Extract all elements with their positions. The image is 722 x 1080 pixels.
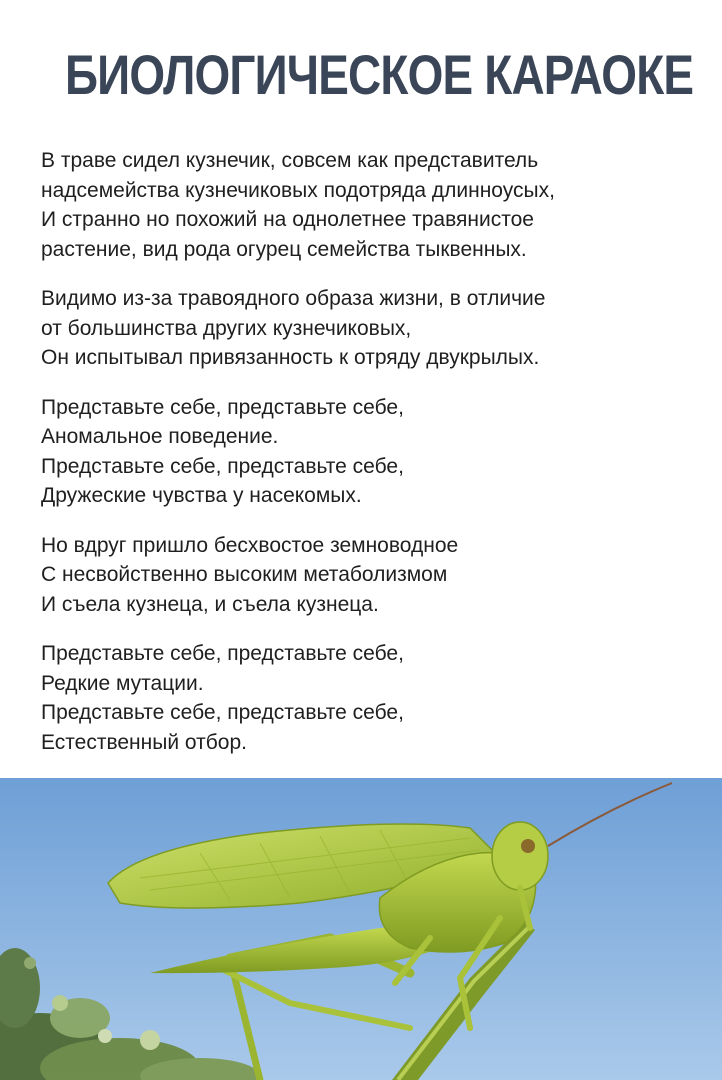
lyric-line: Редкие мутации. xyxy=(41,671,204,695)
lyric-line: Дружеские чувства у насекомых. xyxy=(41,484,362,507)
page-title: БИОЛОГИЧЕСКОЕ КАРАОКЕ xyxy=(64,43,694,106)
stanza xyxy=(41,146,701,264)
lyric-line: Представьте себе, представьте себе, xyxy=(41,642,404,665)
insect-eye xyxy=(521,839,535,853)
stanza xyxy=(41,393,701,511)
lyric-line: С несвойственно высоким метаболизмом xyxy=(41,563,448,586)
stanza xyxy=(41,639,701,757)
lyric-line: И странно но похожий на однолетнее травянистое xyxy=(41,208,534,231)
lyric-line: Он испытывал привязанность к отряду двукрылых. xyxy=(41,346,540,369)
lyric-line: Представьте себе, представьте себе, xyxy=(41,701,404,724)
lyric-line: Но вдруг пришло бесхвостое земноводное xyxy=(41,533,459,557)
lyric-line: И съела кузнеца, и съела кузнеца. xyxy=(41,592,379,616)
lyric-line: Видимо из-за травоядного образа жизни, в отличие xyxy=(41,287,546,310)
stanza xyxy=(41,531,701,620)
lyric-line: Представьте себе, представьте себе, xyxy=(41,454,404,478)
lyrics-text xyxy=(41,146,701,777)
lyric-line: надсемейства кузнечиковых подотряда длинноусых, xyxy=(41,178,555,202)
insect-head xyxy=(492,822,548,890)
lyric-line: Аномальное поведение. xyxy=(41,425,279,448)
grasshopper-photo xyxy=(0,778,722,1080)
stanza xyxy=(41,284,701,373)
lyric-line: В траве сидел кузнечик, совсем как представитель xyxy=(41,149,539,172)
lyric-line: растение, вид рода огурец семейства тыквенных. xyxy=(41,237,527,261)
lyric-line: Представьте себе, представьте себе, xyxy=(41,395,404,419)
lyric-line: Естественный отбор. xyxy=(41,730,247,754)
lyric-line: от большинства других кузнечиковых, xyxy=(41,316,412,340)
